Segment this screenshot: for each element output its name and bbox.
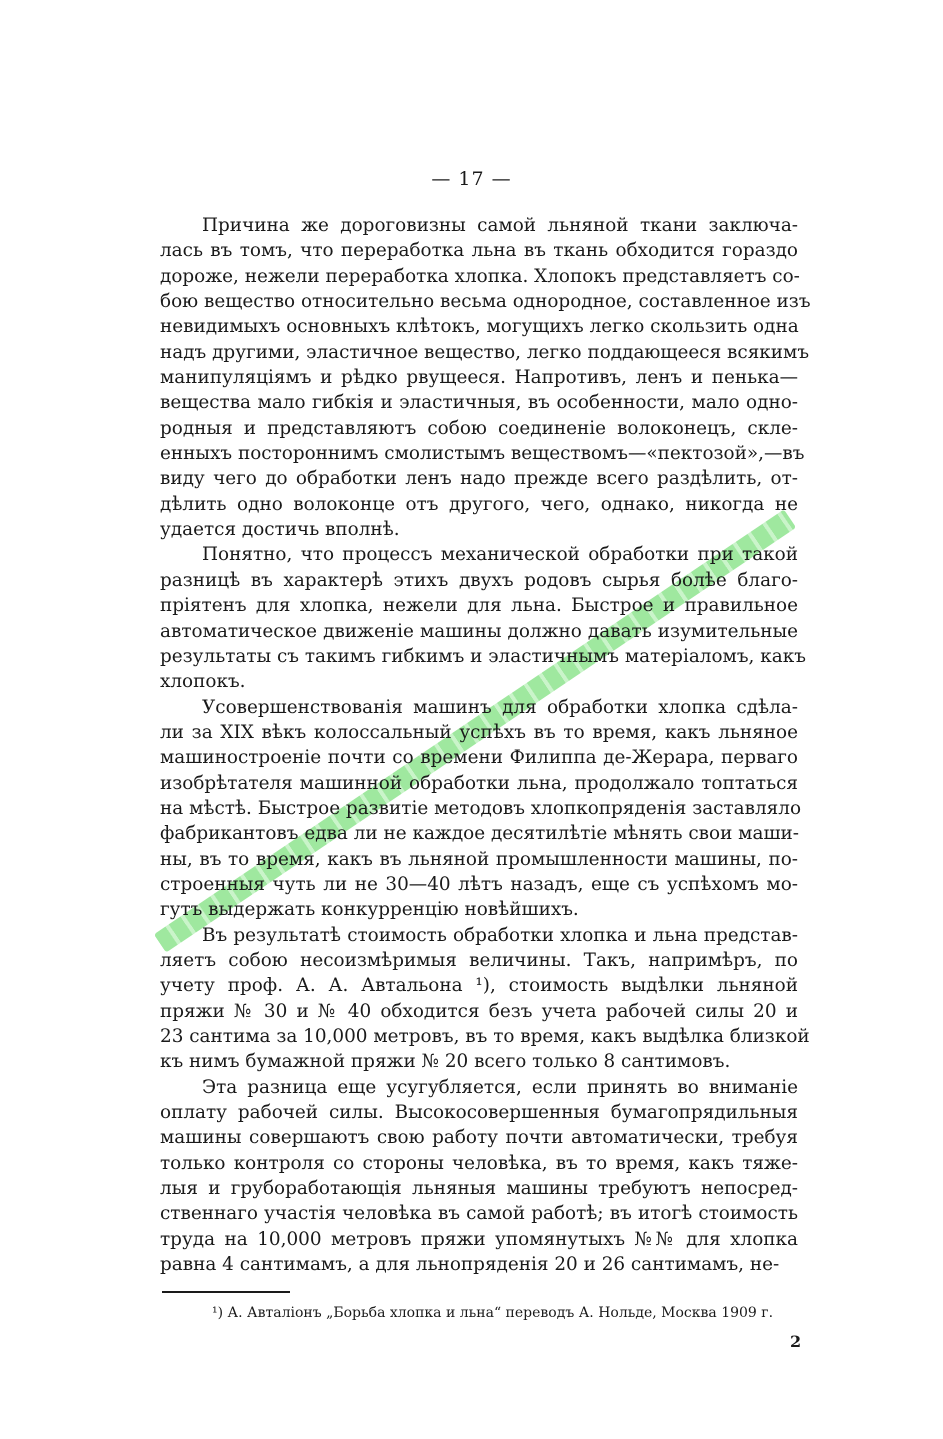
paragraph (160, 213, 811, 542)
text-line: изобрѣтателя машинной обработки льна, продолжало топтаться (160, 772, 798, 794)
text-line: ственнаго участія человѣка въ самой работѣ; въ итогѣ стоимость (160, 1203, 798, 1225)
text-line: только контроля со стороны человѣка, въ то время, какъ тяже- (160, 1152, 798, 1174)
text-line: автоматическое движеніе машины должно давать изумительные (160, 620, 798, 642)
text-line: невидимыхъ основныхъ клѣтокъ, могущихъ легко скользить одна (160, 316, 799, 338)
text-line: на мѣстѣ. Быстрое развитіе методовъ хлопкопряденія заставляло (160, 797, 802, 819)
text-line: Эта разница еще усугубляется, если принять во вниманіе (202, 1076, 798, 1098)
body-text (160, 213, 811, 1277)
text-line: ляетъ собою несоизмѣримыя величины. Такъ, напримѣръ, по (160, 949, 798, 971)
text-line: гутъ выдержать конкурренцію новѣйшихъ. (160, 899, 579, 921)
text-line: Усовершенствованія машинъ для обработки хлопка сдѣла- (202, 696, 798, 718)
text-line: бою вещество относительно весьма однородное, составленное изъ (160, 291, 811, 313)
text-line: ны, въ то время, какъ въ льняной промышленности машины, по- (160, 848, 798, 870)
text-line: равна 4 сантимамъ, а для льнопряденія 20 и 26 сантимамъ, не- (160, 1254, 780, 1276)
text-line: Причина же дороговизны самой льняной ткани заключа- (202, 215, 798, 236)
paragraph (160, 1075, 798, 1278)
text-line: надъ другими, эластичное вещество, легко поддающееся всякимъ (160, 341, 810, 363)
text-line: родныя и представляютъ собою соединеніе волоконецъ, скле- (160, 417, 798, 439)
page-number: — 17 — (431, 168, 512, 190)
text-line: машины совершаютъ свою работу почти автоматически, требуя (160, 1127, 798, 1149)
text-line: результаты съ такимъ гибкимъ и эластичнымъ матеріаломъ, какъ (160, 645, 806, 667)
text-line: ли за XIX вѣкъ колоссальный успѣхъ въ то время, какъ льняное (160, 721, 798, 743)
text-line: виду чего до обработки ленъ надо прежде всего раздѣлить, от- (160, 468, 798, 490)
text-line: лыя и груборабoтающія льняныя машины требуютъ непосред- (160, 1178, 798, 1200)
text-line: строенныя чуть ли не 30—40 лѣтъ назадъ, еще съ успѣхомъ мо- (160, 873, 798, 895)
text-line: хлопокъ. (160, 671, 246, 693)
text-line: оплату рабочей силы. Высокосовершенныя бумагопрядильныя (160, 1102, 798, 1124)
text-line: дороже, нежели переработка хлопка. Хлопокъ представляетъ со- (160, 265, 800, 287)
text-line: учету проф. А. А. Автальона ¹), стоимость выдѣлки льняной (160, 975, 798, 997)
text-line: Понятно, что процессъ механической обработки при такой (202, 544, 798, 566)
text-line: лась въ томъ, что переработка льна въ ткань обходится гораздо (160, 240, 798, 262)
text-line: 23 сантима за 10,000 метровъ, въ то время, какъ выдѣлка близкой (160, 1026, 810, 1047)
text-line: къ нимъ бумажной пряжи № 20 всего только 8 сантимовъ. (160, 1051, 731, 1073)
text-line: машиностроеніе почти со времени Филиппа де-Жерара, перваго (160, 747, 798, 769)
text-line: дѣлить одно волоконце отъ другого, чего, однако, никогда не (160, 493, 798, 515)
text-line: вещества мало гибкія и эластичныя, въ особенности, мало одно- (160, 392, 798, 414)
text-line: енныхъ постороннимъ смолистымъ веществомъ—«пектозой»,—въ (160, 443, 805, 465)
text-line: разницѣ въ характерѣ этихъ двухъ родовъ сырья болѣе благо- (160, 569, 798, 591)
signature-mark: 2 (790, 1332, 802, 1351)
paragraph (160, 923, 810, 1075)
text-line: фабрикантовъ едва ли не каждое десятилѣтіе мѣнять свои маши- (160, 823, 800, 845)
text-line: Въ результатѣ стоимость обработки хлопка и льна представ- (202, 924, 798, 946)
text-line: пріятенъ для хлопка, нежели для льна. Быстрое и правильное (160, 595, 798, 617)
text-line: труда на 10,000 метровъ пряжи упомянутыхъ №№ для хлопка (160, 1228, 798, 1250)
footnote-rule (162, 1291, 290, 1293)
text-line: удается достичь вполнѣ. (160, 519, 400, 541)
text-line: пряжи № 30 и № 40 обходится безъ учета рабочей силы 20 и (160, 1000, 798, 1022)
paragraph (160, 695, 802, 923)
paragraph (160, 542, 806, 694)
text-line: манипуляціямъ и рѣдко рвущееся. Напротивъ, ленъ и пенька— (160, 367, 798, 389)
footnote: ¹) А. Авталіонъ „Борьба хлопка и льна“ переводъ А. Нольде, Москва 1909 г. (212, 1305, 774, 1321)
